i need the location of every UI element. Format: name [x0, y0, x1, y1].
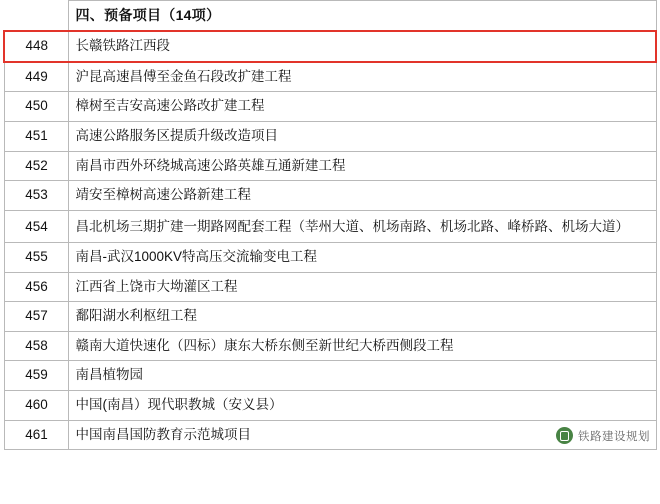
table-row[interactable]: [4, 121, 656, 151]
row-project-name: 江西省上饶市大坳灌区工程: [68, 272, 656, 302]
row-number: 453: [4, 181, 68, 211]
row-project-name: 南昌-武汉1000KV特高压交流输变电工程: [68, 243, 656, 273]
row-number: 461: [4, 420, 68, 450]
row-number: 451: [4, 121, 68, 151]
book-badge-icon: [556, 427, 573, 444]
row-project-name: 南昌市西外环绕城高速公路英雄互通新建工程: [68, 151, 656, 181]
table-row[interactable]: [4, 272, 656, 302]
table-body: [4, 1, 656, 450]
table-row[interactable]: [4, 243, 656, 273]
watermark: [556, 427, 650, 444]
table-row[interactable]: [4, 210, 656, 243]
row-number: 455: [4, 243, 68, 273]
row-project-name: 南昌植物园: [68, 361, 656, 391]
section-header-title: 四、预备项目（14项）: [68, 1, 656, 32]
project-listing-table: [3, 0, 657, 450]
row-project-name: 鄱阳湖水利枢纽工程: [68, 302, 656, 332]
table-row[interactable]: [4, 62, 656, 92]
row-project-name: 靖安至樟树高速公路新建工程: [68, 181, 656, 211]
table-row[interactable]: [4, 331, 656, 361]
row-number: 448: [4, 31, 68, 62]
table-row[interactable]: [4, 92, 656, 122]
row-project-name: 中国南昌国防教育示范城项目: [68, 420, 656, 450]
row-number: 457: [4, 302, 68, 332]
row-project-name: 长赣铁路江西段: [68, 31, 656, 62]
row-project-name: 赣南大道快速化（四标）康东大桥东侧至新世纪大桥西侧段工程: [68, 331, 656, 361]
table-row[interactable]: [4, 181, 656, 211]
row-number: 450: [4, 92, 68, 122]
table-row[interactable]: [4, 31, 656, 62]
row-project-name: 高速公路服务区提质升级改造项目: [68, 121, 656, 151]
row-project-name: 昌北机场三期扩建一期路网配套工程（莘州大道、机场南路、机场北路、峰桥路、机场大道）: [68, 210, 656, 243]
row-project-name: 樟树至吉安高速公路改扩建工程: [68, 92, 656, 122]
row-number: 449: [4, 62, 68, 92]
row-number: 460: [4, 391, 68, 421]
table-row[interactable]: [4, 302, 656, 332]
row-number: 459: [4, 361, 68, 391]
row-number: 456: [4, 272, 68, 302]
row-project-name: 沪昆高速昌傅至金鱼石段改扩建工程: [68, 62, 656, 92]
table-row[interactable]: [4, 361, 656, 391]
row-number: 458: [4, 331, 68, 361]
row-number: 452: [4, 151, 68, 181]
watermark-label: 铁路建设规划: [578, 430, 650, 443]
section-header-row: [4, 1, 656, 32]
row-number: 454: [4, 210, 68, 243]
table-row[interactable]: [4, 151, 656, 181]
section-header-num-cell: [4, 1, 68, 32]
table-row[interactable]: [4, 391, 656, 421]
row-project-name: 中国(南昌）现代职教城（安义县）: [68, 391, 656, 421]
